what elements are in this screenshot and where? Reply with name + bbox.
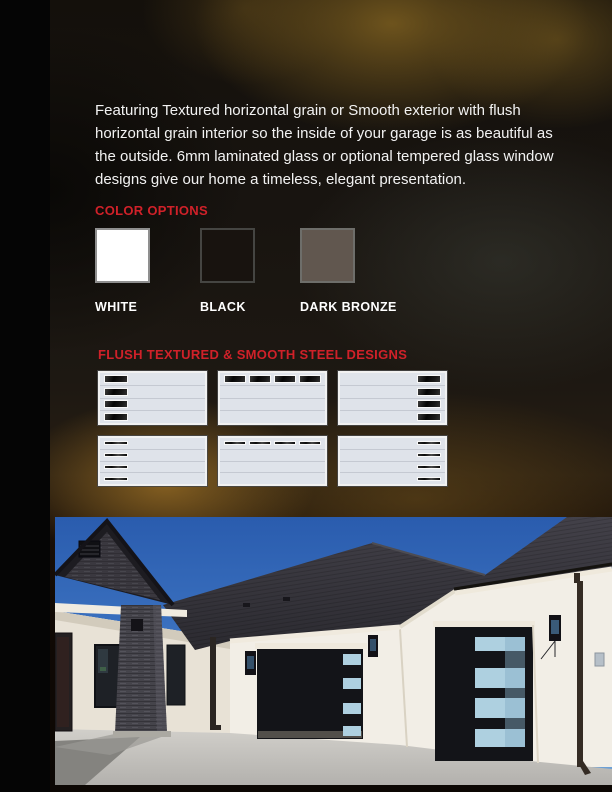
swatch-square — [95, 228, 150, 283]
door-window — [104, 465, 128, 469]
door-panel — [220, 411, 325, 423]
door-window — [104, 375, 128, 383]
color-swatch-black — [200, 228, 310, 314]
door-window — [224, 375, 246, 383]
roof-vent — [283, 597, 290, 601]
door-panel — [100, 473, 205, 484]
color-swatch-dark-bronze — [300, 228, 410, 314]
wall-sconce — [368, 635, 378, 657]
glass-shading — [505, 637, 525, 747]
door-panel — [220, 438, 325, 450]
door-panel — [340, 373, 445, 386]
door-window — [417, 413, 441, 421]
right-window — [167, 645, 185, 705]
door-panel — [220, 373, 325, 386]
front-door — [55, 633, 72, 731]
intro-paragraph: Featuring Textured horizontal grain or Smooth exterior with flush horizontal grain interior so the inside of your garage is as beautiful as the outside. 6mm laminated glass or optional tempered glass window designs give our home a timeless, elegant presentation. — [95, 102, 554, 188]
door-panel — [100, 386, 205, 399]
door-window-glass — [343, 654, 361, 665]
door-panel — [100, 450, 205, 462]
door-window — [274, 375, 296, 383]
sconce-glass — [247, 656, 254, 669]
door-window — [224, 441, 246, 445]
door-design-left-column-tall — [98, 371, 207, 425]
door-designs-grid — [98, 371, 447, 486]
wall-sconce — [245, 651, 256, 675]
door-panel — [100, 438, 205, 450]
front-door-glass — [57, 637, 69, 727]
garage-door-2-trim — [433, 621, 535, 627]
door-panel — [340, 473, 445, 484]
door-design-right-column-tall — [338, 371, 447, 425]
door-design-left-column-slim — [98, 436, 207, 486]
door-window — [417, 453, 441, 457]
door-panel — [220, 450, 325, 462]
door-window — [104, 400, 128, 408]
color-options-heading: COLOR OPTIONS — [95, 203, 208, 218]
color-swatch-white — [95, 228, 205, 314]
door-panel — [100, 373, 205, 386]
door-window — [299, 441, 321, 445]
door-window — [104, 413, 128, 421]
door-panel — [340, 399, 445, 412]
downspout — [210, 637, 216, 729]
door-design-top-row-slim — [218, 436, 327, 486]
door-window — [104, 441, 128, 445]
door-panel — [100, 399, 205, 412]
door-window — [249, 441, 271, 445]
door-window — [417, 465, 441, 469]
door-panel — [100, 411, 205, 423]
house-photo — [55, 517, 612, 785]
sconce-glass — [370, 639, 376, 651]
keypad — [595, 653, 604, 666]
door-design-top-row-tall — [218, 371, 327, 425]
door-window — [417, 375, 441, 383]
swatch-square — [200, 228, 255, 283]
downspout — [577, 581, 583, 767]
swatch-square — [300, 228, 355, 283]
door-panel — [220, 462, 325, 474]
column-light-fixture — [131, 619, 143, 631]
swatch-label: DARK BRONZE — [300, 300, 397, 314]
door-window-glass — [343, 726, 361, 736]
door-window — [249, 375, 271, 383]
door-window — [104, 388, 128, 396]
door-panel — [340, 462, 445, 474]
door-panel — [220, 399, 325, 412]
door-panel — [220, 386, 325, 399]
door-panel — [340, 411, 445, 423]
left-black-strip — [0, 0, 50, 792]
door-window-glass — [343, 703, 361, 714]
door-panel — [100, 462, 205, 474]
door-window — [104, 453, 128, 457]
door-window — [417, 388, 441, 396]
door-panel — [340, 438, 445, 450]
door-window-glass — [343, 678, 361, 689]
door-window — [417, 477, 441, 481]
door-panel — [340, 386, 445, 399]
door-panel — [340, 450, 445, 462]
door-window — [299, 375, 321, 383]
steel-designs-heading: FLUSH TEXTURED & SMOOTH STEEL DESIGNS — [98, 347, 408, 362]
door-window — [274, 441, 296, 445]
roof-vent — [243, 603, 250, 607]
swatch-label: BLACK — [200, 300, 246, 314]
swatch-label: WHITE — [95, 300, 138, 314]
door-window — [417, 441, 441, 445]
door-design-right-column-slim — [338, 436, 447, 486]
door-window — [104, 477, 128, 481]
column-base — [113, 731, 171, 737]
downspout-elbow — [210, 725, 221, 730]
door-panel — [220, 473, 325, 484]
color-swatch-row — [95, 228, 515, 318]
garage-door-1-trim — [255, 643, 367, 649]
sconce-glass — [551, 620, 559, 634]
tape-mark — [100, 667, 106, 671]
door-window — [417, 400, 441, 408]
